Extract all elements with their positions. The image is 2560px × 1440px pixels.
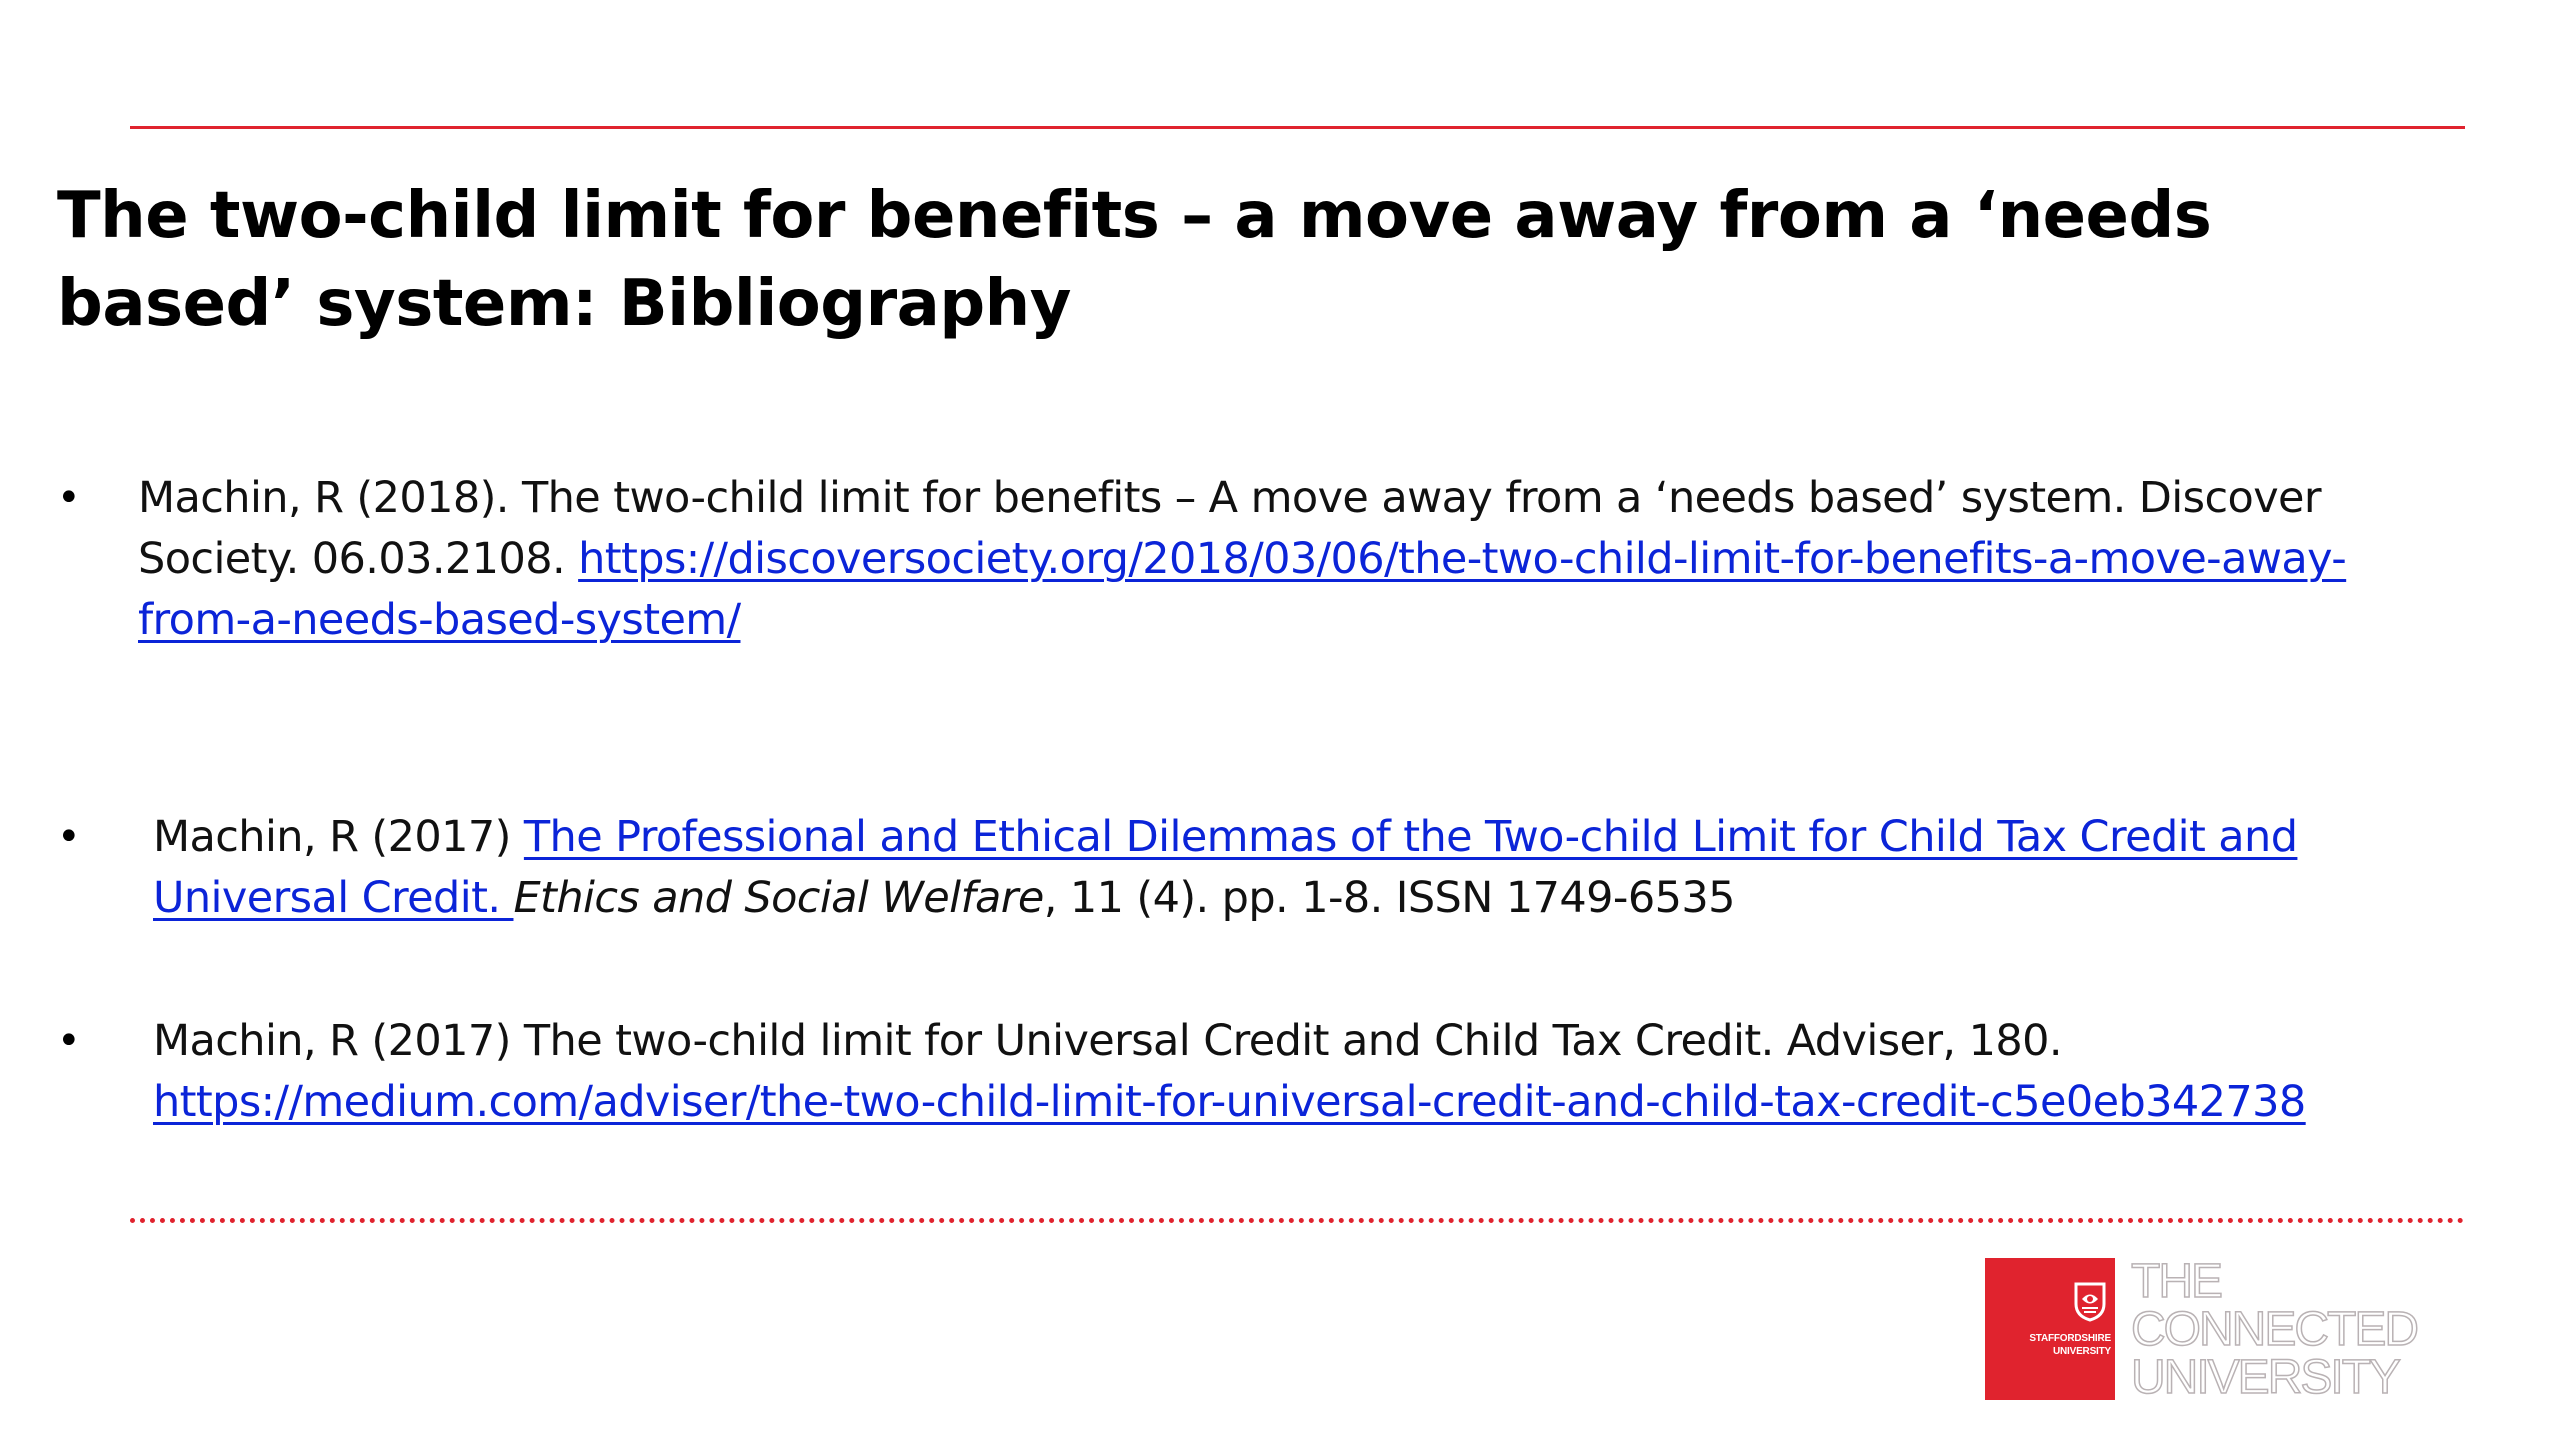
reference-link[interactable]: The Professional and Ethical Dilemmas of the Two-child Limit for Child Tax Credit and Universal Credit. [153,812,2298,923]
bottom-dotted-divider [130,1218,2465,1223]
logo-tagline: THE CONNECTED UNIVERSITY [2131,1255,2418,1404]
reference-link[interactable]: https://medium.com/adviser/the-two-child-limit-for-universal-credit-and-child-tax-credit-c5e0eb342738 [153,1077,2306,1127]
logo-university-name: STAFFORDSHIRE UNIVERSITY [2029,1333,2111,1357]
reference-link[interactable]: https://discoversociety.org/2018/03/06/the-two-child-limit-for-benefits-a-move-away-from-a-needs-based-system/ [138,534,2347,645]
bullet-marker: • [57,1018,81,1064]
reference-text [138,468,2448,651]
journal-title: Ethics and Social Welfare [513,873,1044,923]
bullet-marker: • [57,475,81,521]
logo-red-block [1985,1258,2115,1400]
reference-details: , 11 (4). pp. 1-8. ISSN 1749-6535 [1043,873,1735,923]
reference-text [153,807,2423,929]
bullet-marker: • [57,814,81,860]
reference-citation: Machin, R (2017) The two-child limit for Universal Credit and Child Tax Credit. Adviser, 180. [153,1016,2062,1066]
reference-citation: Machin, R (2018). The two-child limit for benefits – A move away from a ‘needs based’ system. Discover Society. 06.03.2108. [138,473,2321,584]
university-logo [1985,1255,2465,1404]
slide-title: The two-child limit for benefits – a move away from a ‘needs based’ system: Bibliography [57,179,2212,341]
reference-author: Machin, R (2017) [153,812,524,862]
reference-text [153,1011,2353,1133]
crest-icon [2073,1282,2107,1322]
